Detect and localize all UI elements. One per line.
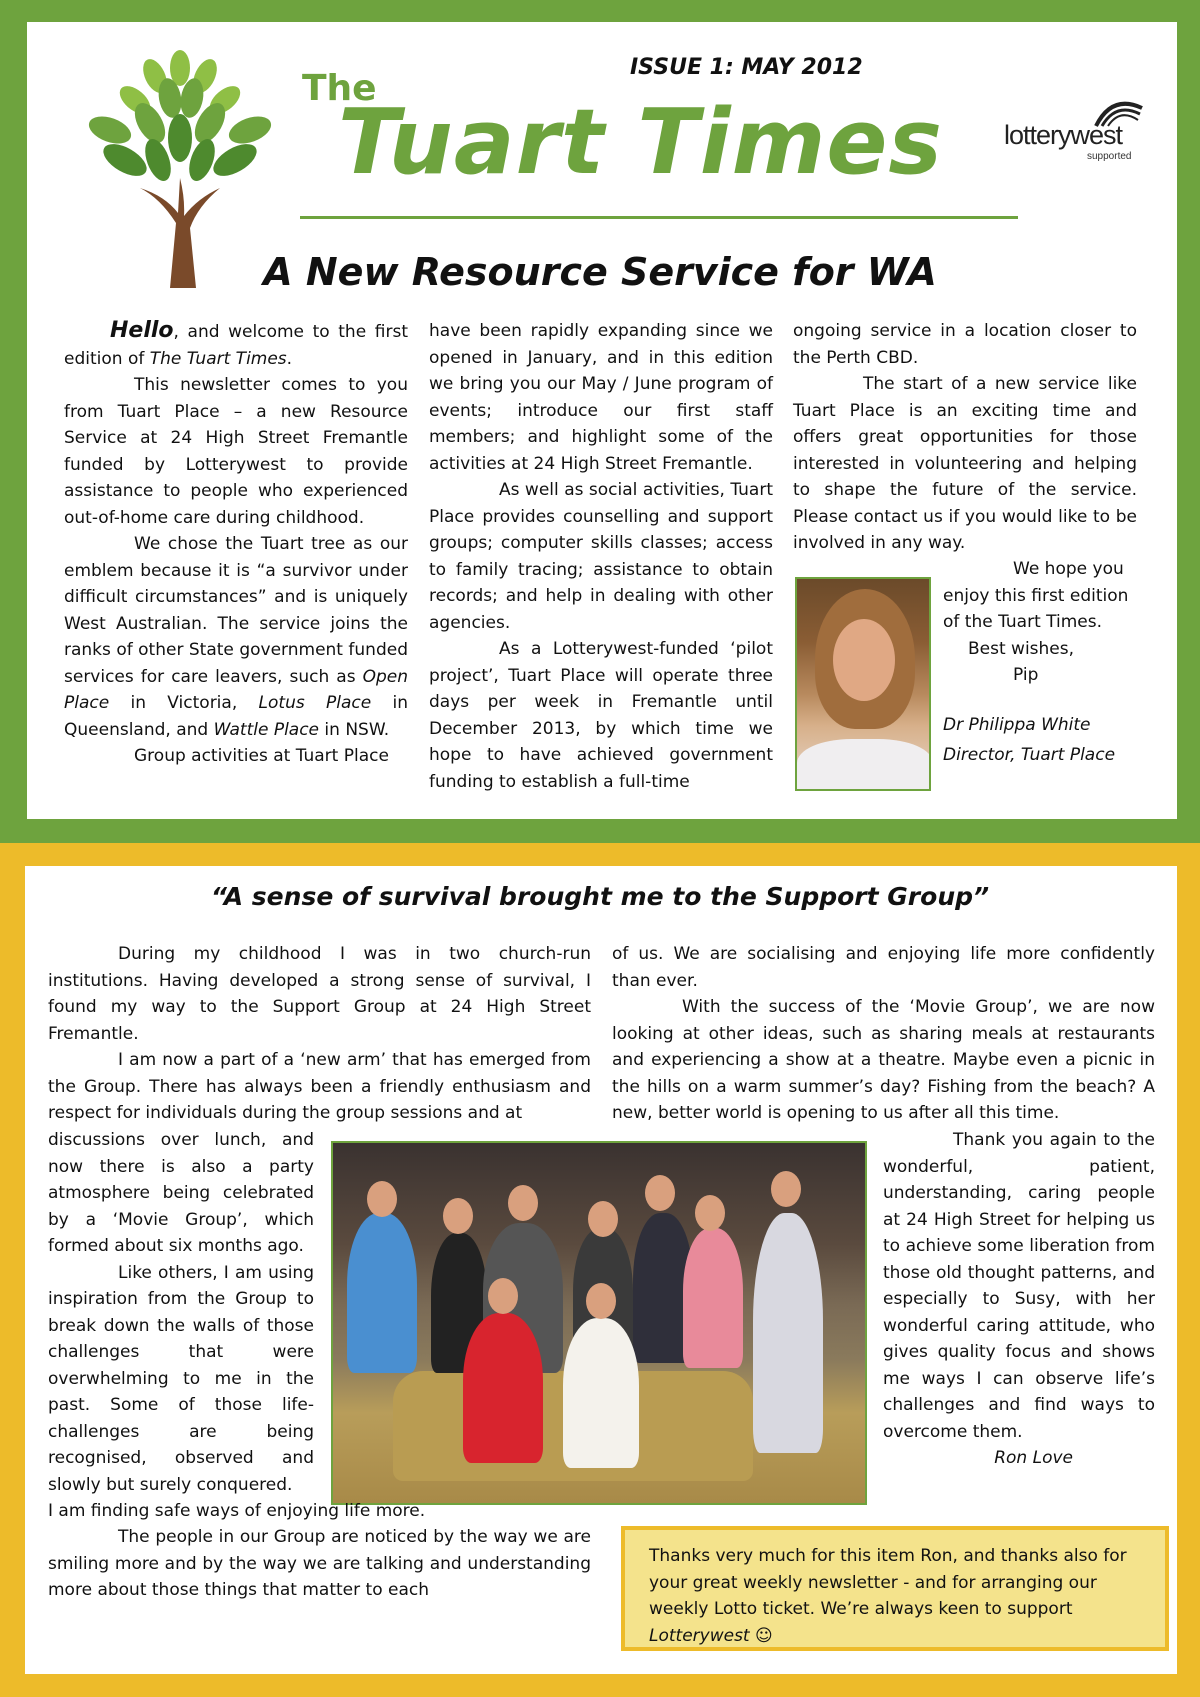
masthead-rule bbox=[300, 216, 1018, 219]
issue-label: ISSUE 1: MAY 2012 bbox=[630, 55, 863, 80]
article2-paragraph-cont: discussions over lunch, and now there is also a party atmosphere being celebrated by a ‘Movie Group’, which formed about six months ago. bbox=[48, 1130, 314, 1256]
article2-paragraph: With the success of the ‘Movie Group’, we are now looking at other ideas, such as sharing meals at restaurants and experiencing a show at a theatre. Maybe even a picnic in the hills on a warm summer’s day? Fishing from the beach? A new, better world is opening to us after all this time. bbox=[612, 997, 1155, 1123]
article2-column-2 bbox=[612, 941, 1155, 1127]
article1-column-3 bbox=[793, 318, 1137, 557]
article2-column-1 bbox=[48, 941, 591, 1127]
lotterywest-supported: supported bbox=[1087, 151, 1132, 162]
article2-paragraph: Like others, I am using inspiration from the Group to break down the walls of those challenges that were overwhelming to me in the past. Some of those life-challenges are being recognised, observed and slowly but surely conquered. bbox=[48, 1262, 314, 1495]
article1-paragraph-cont: have been rapidly expanding since we opened in January, and in this edition we bring you our May / June program of events; introduce our first staff members; and highlight some of the activities at 24 High Street Fremantle. bbox=[429, 321, 773, 474]
article1-paragraph-cont: ongoing service in a location closer to the Perth CBD. bbox=[793, 321, 1137, 368]
quote-headline: “A sense of survival brought me to the Support Group” bbox=[210, 882, 990, 911]
best-wishes: Best wishes, bbox=[968, 638, 1075, 659]
closing-message bbox=[943, 556, 1143, 689]
article1-intro: Hello, and welcome to the first edition of The Tuart Times. bbox=[64, 318, 408, 369]
article-headline: A New Resource Service for WA bbox=[263, 250, 937, 294]
article1-paragraph: As a Lotterywest-funded ‘pilot project’, Tuart Place will operate three days per week in Fremantle until December 2013, by which time we hope to have achieved government funding to establish a full-time bbox=[429, 639, 773, 792]
masthead-title: Tuart Times bbox=[338, 90, 943, 195]
article2-column-bottom bbox=[48, 1524, 591, 1604]
article1-column-1 bbox=[64, 318, 408, 770]
hello-word: Hello bbox=[110, 318, 174, 343]
lotterywest-wordmark: lotterywest bbox=[1004, 120, 1123, 150]
closing-text: We hope you enjoy this first edition of the Tuart Times. bbox=[943, 559, 1129, 632]
article2-paragraph: I am now a part of a ‘new arm’ that has emerged from the Group. There has always been a friendly enthusiasm and respect for individuals during the group sessions and at bbox=[48, 1050, 591, 1123]
article2-author: Ron Love bbox=[994, 1448, 1073, 1468]
article2-wrap-left bbox=[48, 1127, 314, 1498]
article1-paragraph: This newsletter comes to you from Tuart Place – a new Resource Service at 24 High Street Fremantle funded by Lotterywest to provide assistance to people who experienced out-of-home care during childhood. bbox=[64, 375, 408, 528]
signature-role: Director, Tuart Place bbox=[943, 745, 1116, 765]
director-photo bbox=[795, 577, 931, 791]
article1-paragraph: We chose the Tuart tree as our emblem because it is “a survivor under difficult circumstances” and is uniquely West Australian. The service joins the ranks of other State government funded services for care leavers, such as Open Place in Victoria, Lotus Place in Queensland, and Wattle Place in NSW. bbox=[64, 534, 408, 740]
masthead-the: The bbox=[302, 68, 377, 109]
article2-wrap-right bbox=[883, 1127, 1155, 1472]
article1-paragraph: The start of a new service like Tuart Place is an exciting time and offers great opportunities for those interested in volunteering and helping to shape the future of the service. Please contact us if you would like to be involved in any way. bbox=[793, 374, 1137, 553]
article1-paragraph-start: Group activities at Tuart Place bbox=[134, 746, 389, 766]
article2-paragraph-cont: of us. We are socialising and enjoying life more confidently than ever. bbox=[612, 944, 1155, 991]
article2-paragraph: During my childhood I was in two church-run institutions. Having developed a strong sense of survival, I found my way to the Support Group at 24 High Street Fremantle. bbox=[48, 944, 591, 1044]
sign-off: Pip bbox=[1013, 665, 1039, 685]
article2-paragraph: The people in our Group are noticed by the way we are smiling more and by the way we are talking and understanding more about those things that matter to each bbox=[48, 1527, 591, 1600]
signature-name: Dr Philippa White bbox=[943, 715, 1091, 735]
smiley-icon: ☺ bbox=[749, 1625, 773, 1646]
editor-note-italic: Lotterywest bbox=[649, 1625, 750, 1646]
lotterywest-logo bbox=[1004, 90, 1164, 170]
article2-paragraph-end: I am finding safe ways of enjoying life more. bbox=[48, 1501, 426, 1521]
editor-note bbox=[621, 1526, 1169, 1651]
editor-note-text: Thanks very much for this item Ron, and thanks also for your great weekly newsletter - and for arranging our weekly Lotto ticket. We’re always keen to support bbox=[649, 1546, 1127, 1619]
article2-paragraph: Thank you again to the wonderful, patient, understanding, caring people at 24 High Street for helping us to achieve some liberation from those old thought patterns, and especially to Susy, with her wonderful caring attitude, who gives quality focus and shows me ways I can observe life’s challenges and find ways to overcome them. bbox=[883, 1130, 1155, 1442]
article1-paragraph: As well as social activities, Tuart Place provides counselling and support groups; computer skills classes; access to family tracing; assistance to obtain records; and help in dealing with other agencies. bbox=[429, 480, 773, 633]
group-photo bbox=[331, 1141, 867, 1505]
article1-column-2 bbox=[429, 318, 773, 795]
signature bbox=[943, 710, 1115, 770]
